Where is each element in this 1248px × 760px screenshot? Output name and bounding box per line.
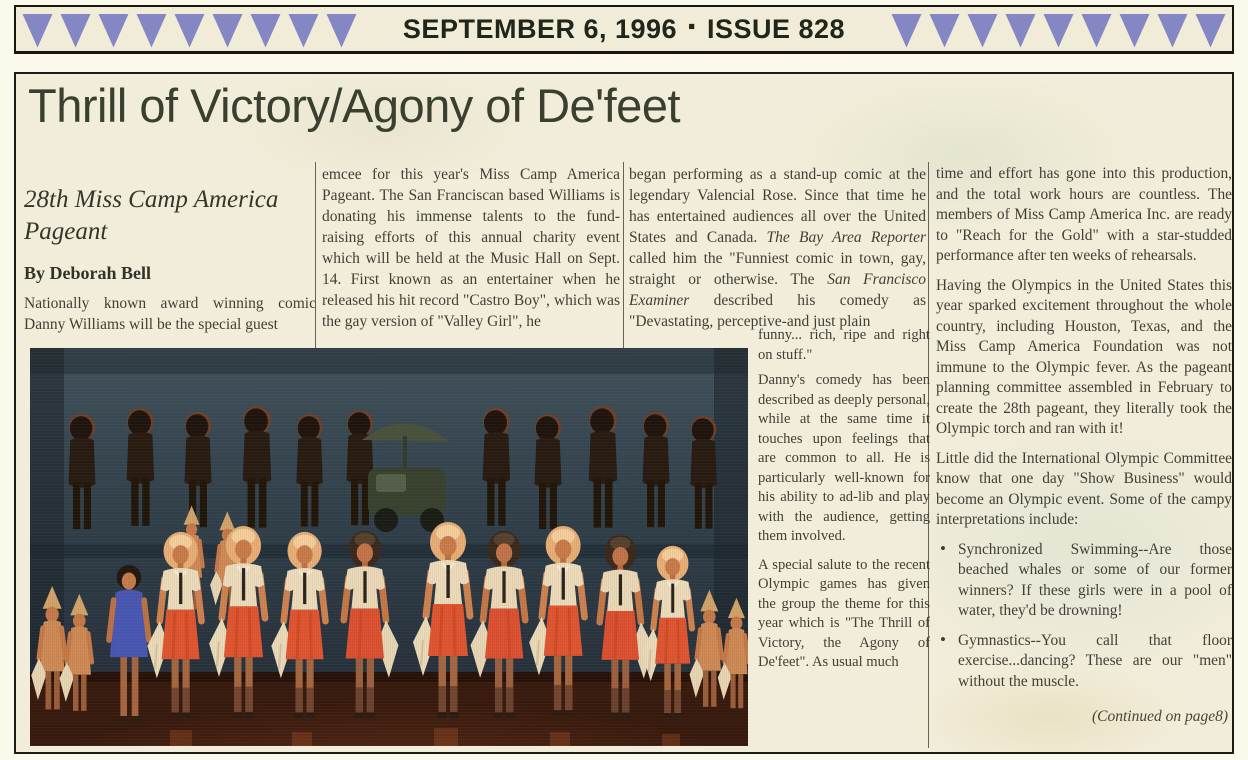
pennant-row-left (22, 11, 357, 48)
pennant-triangle-icon (1005, 14, 1036, 48)
publication-name: The Bay Area Reporter (766, 229, 926, 246)
column-rule-2 (623, 162, 624, 350)
stage-prop (362, 423, 450, 532)
column-3-wide (629, 164, 926, 332)
column-4 (936, 164, 1232, 692)
issue-banner-text (395, 14, 853, 45)
pennant-triangle-icon (929, 14, 960, 48)
pageant-photo (30, 348, 748, 746)
pennant-triangle-icon (1081, 14, 1112, 48)
pennant-triangle-icon (136, 14, 167, 48)
paragraph: Having the Olympics in the United States this year sparked excitement throughout the whole country, including Houston, Texas, and the Miss Camp America Foundation was not immune to the Olympic fever. As the pageant planning committee assembled in February to create the 28th pageant, they literally took the Olympic torch and ran with it! (936, 276, 1232, 437)
pennant-triangle-icon (1157, 14, 1188, 48)
article-headline: Thrill of Victory/Agony of De'feet (28, 79, 681, 132)
square-bullet-icon: ▪ (688, 15, 696, 38)
paragraph-segment: began performing as a stand-up comic at the legendary Valencial Rose. Since that time he has entertained audiences all over the United States and Canada. (629, 166, 926, 246)
issue-banner (14, 5, 1234, 54)
paragraph: emcee for this year's Miss Camp America Pageant. The San Franciscan based Williams is donating his immense talents to the fund-raising efforts of this annual charity event which will be held at the Music Hall on Sept. 14. First known as an entertainer when he released his hit record "Castro Boy", which was the gay version of "Valley Girl", he (322, 166, 620, 330)
pennant-triangle-icon (1195, 14, 1226, 48)
paragraph: Nationally known award winning comic Danny Williams will be the special guest (24, 295, 316, 333)
column-2 (322, 164, 620, 332)
pennant-triangle-icon (891, 14, 922, 48)
paragraph-segment: described his comedy as "Devastating, perceptive-and just plain (629, 292, 926, 330)
pennant-triangle-icon (1119, 14, 1150, 48)
pennant-triangle-icon (60, 14, 91, 48)
banner-date: SEPTEMBER 6, 1996 (402, 13, 678, 44)
pennant-triangle-icon (1043, 14, 1074, 48)
pennant-triangle-icon (22, 14, 53, 48)
column-1 (24, 184, 316, 335)
pennant-row-right (891, 11, 1226, 48)
pennant-triangle-icon (288, 14, 319, 48)
pennant-triangle-icon (250, 14, 281, 48)
paragraph: Little did the International Olympic Committee know that one day "Show Business" would become an Olympic event. Some of the campy interpretations include: (936, 449, 1232, 528)
article-byline: By Deborah Bell (24, 263, 152, 283)
column-3-narrow (758, 371, 930, 673)
publication-name: San Francisco Examiner (629, 271, 926, 309)
banner-issue-number: ISSUE 828 (707, 13, 846, 44)
pennant-triangle-icon (967, 14, 998, 48)
bullet-item: • Gymnastics--You call that floor exercise...dancing? These are our "men" without the muscle. (936, 631, 1232, 693)
pennant-triangle-icon (98, 14, 129, 48)
pageant-photo-art (30, 348, 748, 746)
column-3-wrap-tail: funny... rich, ripe and right on stuff." (758, 327, 930, 363)
pennant-triangle-icon (174, 14, 205, 48)
article-frame (14, 72, 1234, 754)
bullet-item: • Synchronized Swimming--Are those beached whales or some of our former winners? If these girls were in a pool of water, they'd be drowning! (936, 540, 1232, 622)
continued-note: (Continued on page8) (1091, 708, 1228, 725)
article-subhead: 28th Miss Camp America Pageant (24, 186, 279, 245)
paragraph-segment: called him the "Funniest comic in town, gay, straight or otherwise. The (629, 250, 926, 288)
paragraph: time and effort has gone into this production, and the total work hours are countless. The members of Miss Camp America Inc. are ready to "Reach for the Gold" with a star-studded performance after ten weeks of rehearsals. (936, 165, 1232, 264)
pennant-triangle-icon (326, 14, 357, 48)
paragraph: A special salute to the recent Olympic games has given the group the theme for this year which is "The Thrill of Victory, the Agony of De'feet". As usual much (758, 556, 930, 670)
pennant-triangle-icon (212, 14, 243, 48)
paragraph: Danny's comedy has been described as deeply personal, while at the same time it touches upon feelings that are common to all. He is particularly well-known for his ability to ad-lib and play with the audience, getting them involved. (758, 372, 930, 544)
